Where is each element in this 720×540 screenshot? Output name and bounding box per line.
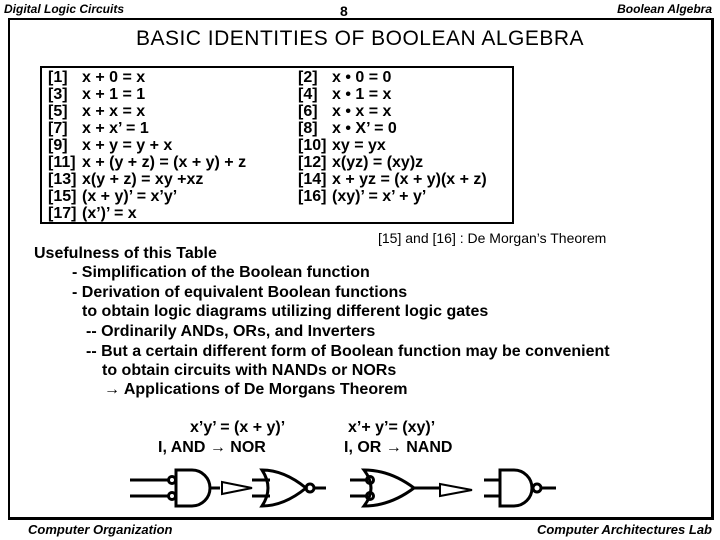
identities-right-column (298, 69, 487, 205)
equivalence-arrow-icon (222, 482, 252, 494)
identities-left-column (48, 69, 246, 222)
identity-row: [15] (x + y)’ = x’y’ (48, 188, 178, 205)
identity-row: [9] x + y = y + x (48, 137, 173, 154)
identity-row: [1] x + 0 = x (48, 69, 146, 86)
identity-row: [5] x + x = x (48, 103, 146, 120)
identity-row: [17] (x’)’ = x (48, 205, 137, 222)
and-gate-inverted-inputs-icon (130, 470, 220, 506)
usefulness-line: → Applications of De Morgans Theorem (104, 381, 408, 398)
identity-row: [12] x(yz) = (xy)z (298, 154, 424, 171)
usefulness-line: to obtain circuits with NANDs or NORs (102, 362, 397, 379)
identity-row: [14] x + yz = (x + y)(x + z) (298, 171, 487, 188)
identity-row: [3] x + 1 = 1 (48, 86, 146, 103)
footer-course: Computer Organization (28, 522, 173, 537)
identity-row: [16] (xy)’ = x’ + y’ (298, 188, 427, 205)
usefulness-line: -- But a certain different form of Boolean function may be convenient (86, 343, 610, 360)
identity-row: [10] xy = yx (298, 137, 386, 154)
footer-lab: Computer Architectures Lab (536, 522, 712, 537)
equation-nor-formula: x’y’ = (x + y)’ (190, 419, 286, 436)
logic-gates-diagram (0, 464, 720, 524)
identity-row: [13] x(y + z) = xy +xz (48, 171, 204, 188)
identity-row: [6] x • x = x (298, 103, 392, 120)
de-morgan-note: [15] and [16] : De Morgan’s Theorem (378, 230, 607, 246)
nand-gate-icon (484, 470, 556, 506)
equation-nand-label: I, OR → NAND (344, 439, 453, 456)
header-topic: Boolean Algebra (617, 2, 712, 16)
equation-nand-formula: x’+ y’= (xy)’ (348, 419, 436, 436)
usefulness-line: - Derivation of equivalent Boolean functions (72, 284, 408, 301)
usefulness-line: - Simplification of the Boolean function (72, 264, 370, 281)
identity-row: [7] x + x’ = 1 (48, 120, 149, 137)
slide-title: BASIC IDENTITIES OF BOOLEAN ALGEBRA (135, 27, 585, 50)
identity-row: [2] x • 0 = 0 (298, 69, 392, 86)
equivalence-arrow-icon (440, 484, 472, 496)
usefulness-line: -- Ordinarily ANDs, ORs, and Inverters (86, 323, 376, 340)
identity-row: [4] x • 1 = x (298, 86, 392, 103)
identity-row: [11] x + (y + z) = (x + y) + z (48, 154, 247, 171)
usefulness-line: to obtain logic diagrams utilizing different logic gates (82, 303, 489, 320)
equation-nor-label: I, AND → NOR (158, 439, 266, 456)
page-number: 8 (340, 3, 348, 19)
header-course-title: Digital Logic Circuits (4, 2, 125, 16)
usefulness-heading: Usefulness of this Table (34, 245, 217, 262)
identity-row: [8] x • X’ = 0 (298, 120, 397, 137)
nor-gate-icon (252, 470, 326, 506)
or-gate-inverted-inputs-icon (350, 470, 440, 506)
